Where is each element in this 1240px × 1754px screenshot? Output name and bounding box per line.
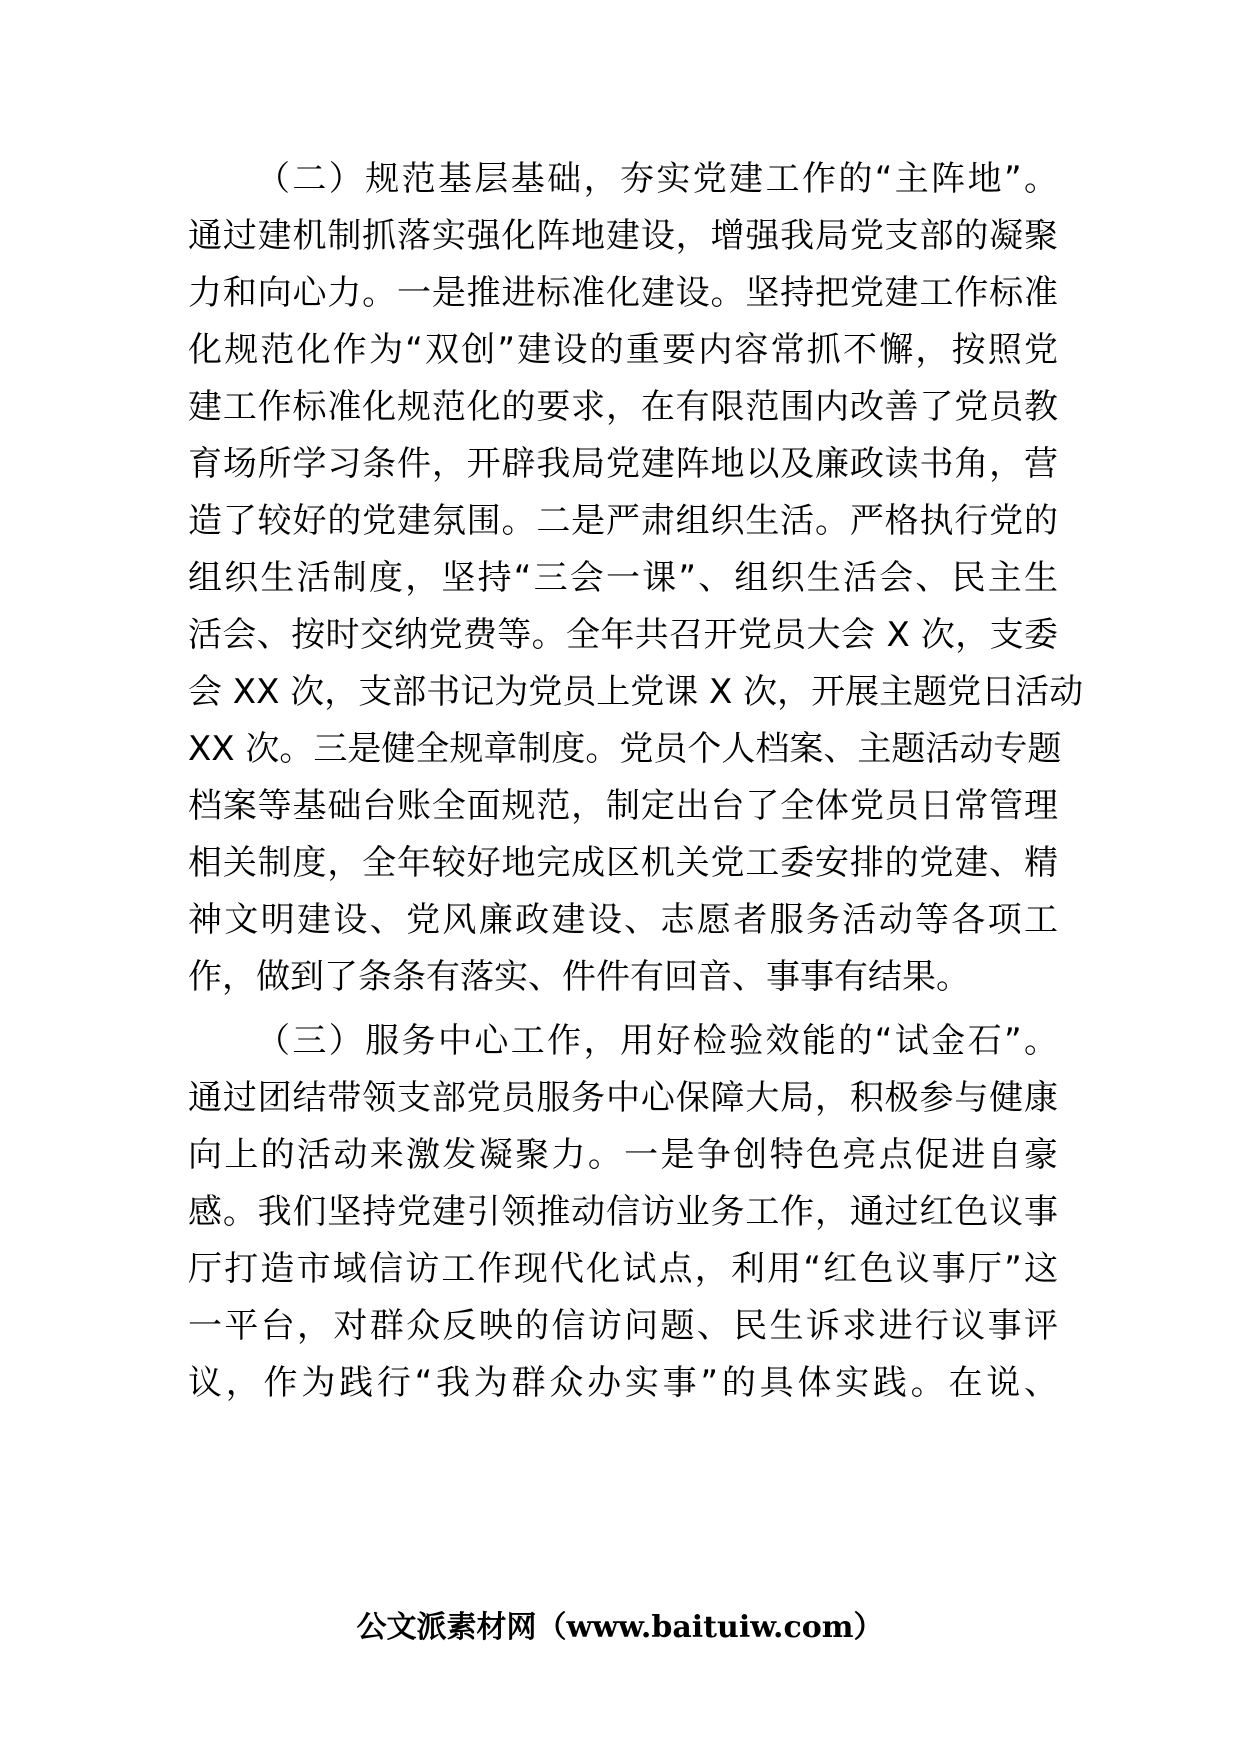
body-line: 相关制度，全年较好地完成区机关党工委安排的党建、精 — [188, 843, 1058, 883]
heading-section-2: （二）规范基层基础，夯实党建工作的“主阵地”。 — [256, 159, 1058, 199]
body-line: 活会、按时交纳党费等。全年共召开党员大会 X 次，支委 — [188, 615, 1058, 655]
body-line: 化规范化作为“双创”建设的重要内容常抓不懈，按照党 — [188, 330, 1058, 370]
heading-section-3: （三）服务中心工作，用好检验效能的“试金石”。 — [256, 1021, 1058, 1061]
body-line: 向上的活动来激发凝聚力。一是争创特色亮点促进自豪 — [188, 1135, 1058, 1175]
body-line: 育场所学习条件，开辟我局党建阵地以及廉政读书角，营 — [188, 444, 1058, 484]
body-line: 议，作为践行“我为群众办实事”的具体实践。在说、 — [188, 1363, 1058, 1403]
body-line: 厅打造市域信访工作现代化试点，利用“红色议事厅”这 — [188, 1249, 1058, 1289]
body-line: 作，做到了条条有落实、件件有回音、事事有结果。 — [188, 957, 970, 997]
body-line: 档案等基础台账全面规范，制定出台了全体党员日常管理 — [188, 786, 1058, 826]
body-line: 组织生活制度，坚持“三会一课”、组织生活会、民主生 — [188, 558, 1058, 598]
footer-watermark: 公文派素材网（www.baituiw.com） — [356, 1610, 884, 1645]
body-line: 一平台，对群众反映的信访问题、民生诉求进行议事评 — [188, 1306, 1058, 1346]
body-line: XX 次。三是健全规章制度。党员个人档案、主题活动专题 — [188, 729, 1062, 769]
body-line: 力和向心力。一是推进标准化建设。坚持把党建工作标准 — [188, 273, 1058, 313]
body-line: 会 XX 次，支部书记为党员上党课 X 次，开展主题党日活动 — [188, 672, 1084, 712]
body-line: 建工作标准化规范化的要求，在有限范围内改善了党员教 — [188, 387, 1058, 427]
body-line: 通过建机制抓落实强化阵地建设，增强我局党支部的凝聚 — [188, 216, 1058, 256]
body-line: 通过团结带领支部党员服务中心保障大局，积极参与健康 — [188, 1078, 1058, 1118]
body-line: 造了较好的党建氛围。二是严肃组织生活。严格执行党的 — [188, 501, 1058, 541]
body-line: 神文明建设、党风廉政建设、志愿者服务活动等各项工 — [188, 900, 1058, 940]
body-line: 感。我们坚持党建引领推动信访业务工作，通过红色议事 — [188, 1192, 1058, 1232]
